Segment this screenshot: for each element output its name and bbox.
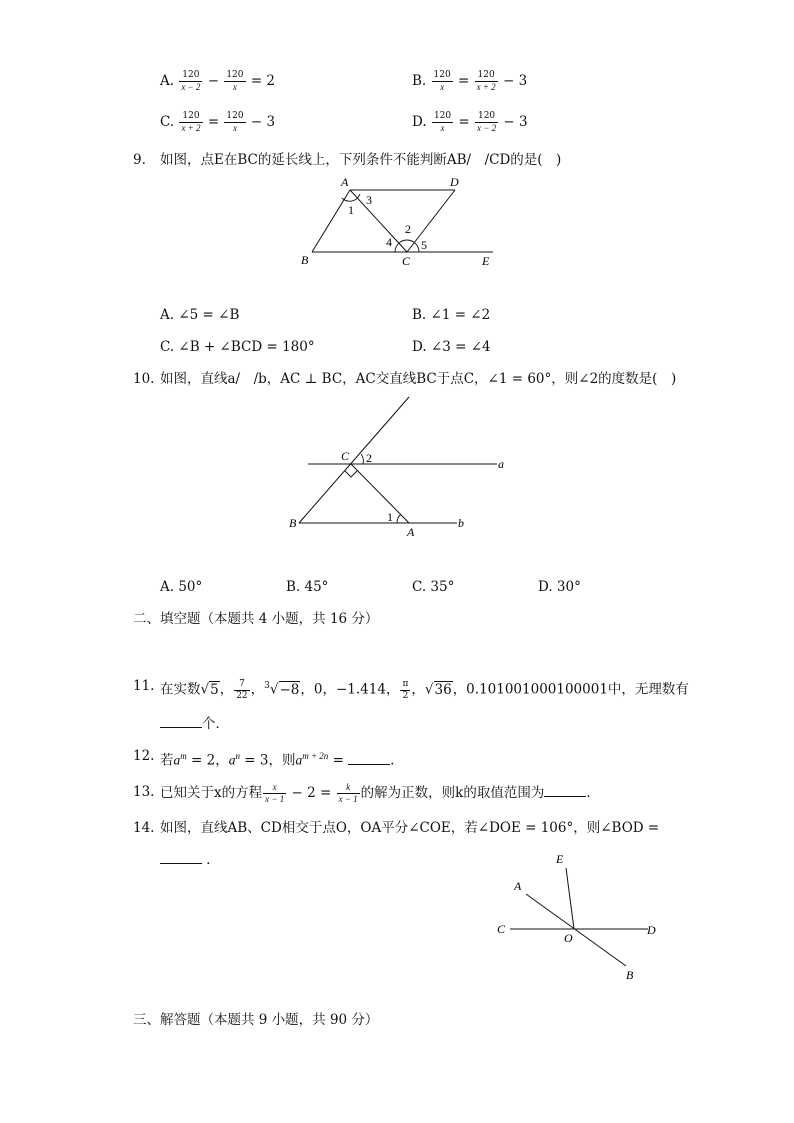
svg-text:B: B (626, 968, 634, 982)
svg-text:a: a (498, 457, 504, 471)
svg-text:D: D (647, 923, 656, 937)
q13-stem: 已知关于x的方程 $\frac{x}{x - 1}$ − 2 = $\frac{k}{x - 1}$ 的解为正数，则k的取值范围为 ． (160, 782, 600, 804)
q10-option-b[interactable]: B. 45° (286, 579, 329, 595)
svg-text:O: O (564, 931, 573, 945)
svg-text:D: D (450, 175, 459, 189)
q9-number: 9. (133, 152, 146, 168)
q10-option-d[interactable]: D. 30° (538, 579, 581, 595)
q8-option-c[interactable]: C. $\frac{120}{x + 2}$ = $\frac{120}{x}$ − 3 (160, 111, 276, 133)
q10-stem: 如图，直线a/ /b，AC ⊥ BC，AC交直线BC于点C，∠1 = 60°，则∠2的度数是( ) (160, 371, 677, 387)
q14-figure (490, 848, 665, 988)
svg-text:C: C (402, 254, 411, 268)
svg-text:C: C (497, 922, 506, 936)
q8-option-b[interactable]: B. $\frac{120}{x}$ = $\frac{120}{x + 2}$ − 3 (412, 70, 528, 92)
q9-stem: 如图，点E在BC的延长线上，下列条件不能判断AB/ /CD的是( ) (160, 152, 562, 168)
svg-text:5: 5 (421, 238, 427, 252)
svg-text:3: 3 (366, 193, 372, 207)
svg-text:E: E (482, 254, 490, 268)
q10-option-a[interactable]: A. 50° (160, 579, 203, 595)
svg-text:2: 2 (366, 451, 372, 465)
q11-stem: 在实数√5， $\frac{7}{22}$ ，$^3$√−8，0，−1.414， $\frac{\pi}{2}$ ，√36，0.101001000100001中，无理数有 (160, 678, 689, 701)
q14-answer-line: ． (160, 850, 220, 870)
svg-text:B: B (301, 253, 309, 267)
q12-stem: 若$a^m = 2$，$a^n = 3$，则$a^{m + 2n}$ = ． (160, 751, 404, 769)
section-2-heading: 二、填空题（本题共 4 小题，共 16 分） (133, 611, 379, 627)
svg-text:B: B (289, 516, 297, 530)
svg-text:E: E (556, 852, 564, 866)
q14-number: 14. (133, 820, 155, 836)
svg-text:1: 1 (348, 203, 354, 217)
svg-text:C: C (341, 449, 350, 463)
q9-option-c[interactable]: C. ∠B + ∠BCD = 180° (160, 339, 315, 355)
svg-text:2: 2 (405, 222, 411, 236)
q8-option-d[interactable]: D. $\frac{120}{x}$ = $\frac{120}{x - 2}$ − 3 (412, 111, 528, 133)
q9-figure (295, 172, 505, 272)
q10-figure (285, 392, 510, 542)
svg-text:4: 4 (386, 235, 392, 249)
q12-answer-blank[interactable] (348, 752, 390, 765)
svg-text:A: A (407, 525, 415, 539)
q11-number: 11. (133, 678, 155, 694)
q11-answer-blank[interactable] (160, 715, 202, 728)
q8-option-a[interactable]: A. $\frac{120}{x - 2}$ − $\frac{120}{x}$ = 2 (160, 70, 276, 92)
q13-answer-blank[interactable] (544, 784, 586, 797)
q13-number: 13. (133, 784, 155, 800)
q10-number: 10. (133, 371, 155, 387)
svg-text:1: 1 (387, 510, 393, 524)
q9-option-b[interactable]: B. ∠1 = ∠2 (412, 307, 491, 323)
q9-option-a[interactable]: A. ∠5 = ∠B (160, 307, 240, 323)
svg-text:b: b (458, 516, 464, 530)
q9-option-d[interactable]: D. ∠3 = ∠4 (412, 339, 491, 355)
svg-text:A: A (514, 879, 522, 893)
section-3-heading: 三、解答题（本题共 9 小题，共 90 分） (133, 1012, 379, 1028)
q14-stem: 如图，直线AB、CD相交于点O，OA平分∠COE，若∠DOE = 106°，则∠BOD = (160, 820, 660, 836)
q11-answer-line: 个． (160, 714, 229, 734)
q10-option-c[interactable]: C. 35° (412, 579, 455, 595)
svg-text:A: A (341, 175, 349, 189)
q12-number: 12. (133, 748, 155, 764)
q14-answer-blank[interactable] (160, 851, 202, 864)
